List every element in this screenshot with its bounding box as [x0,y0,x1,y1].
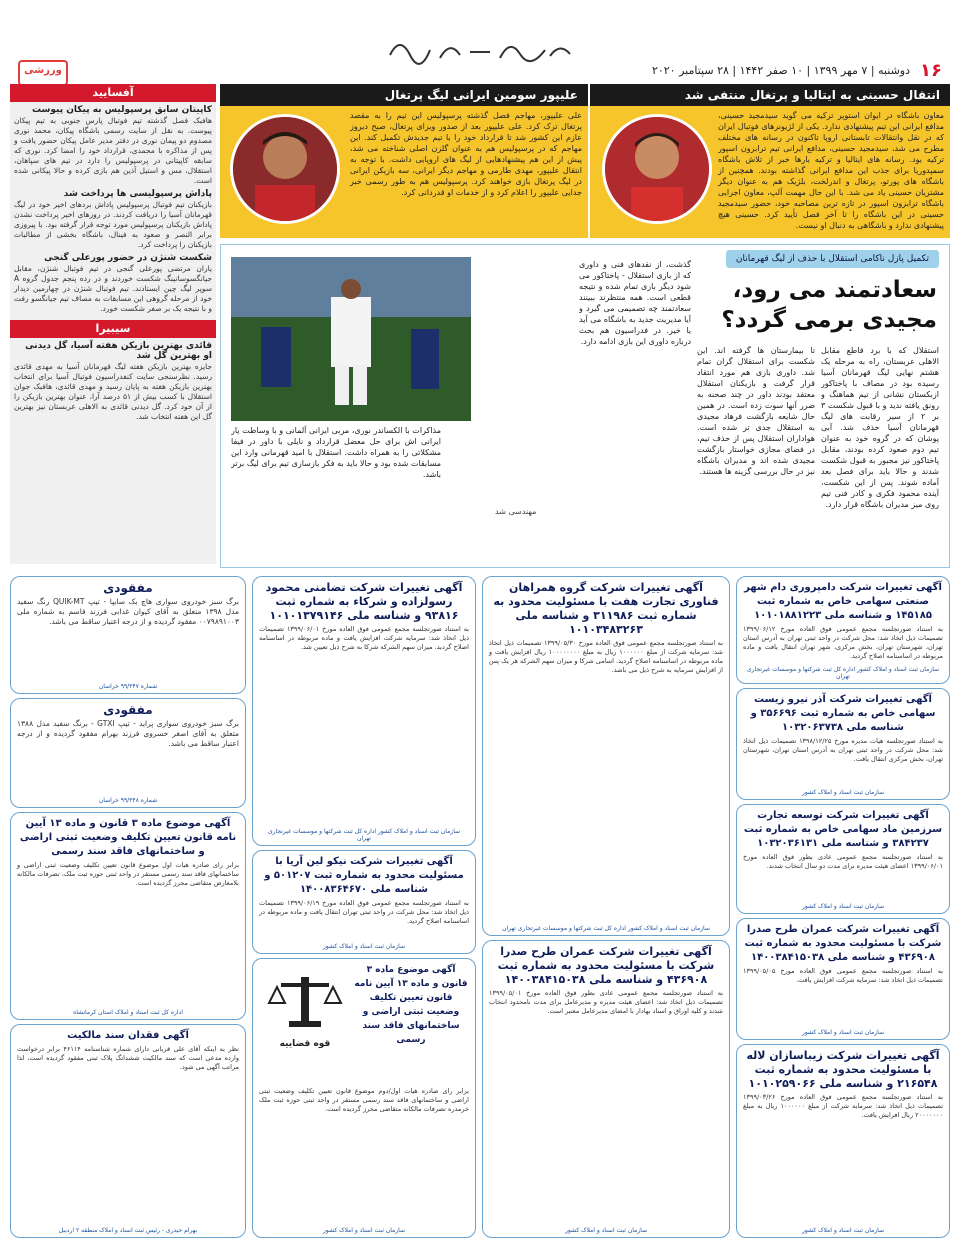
ad-footer: سازمان ثبت اسناد و املاک کشور [801,1227,885,1234]
sidebar-item-text: بازیکنان تیم فوتبال پرسپولیس پاداش بردهای اخیر خود در لیگ قهرمانان آسیا را دریافت کردند. در روزهای اخیر پرداخت نشدن پاداش بازیکنان پرسپولیس مورد توجه قرار گرفته بود. با پیروزی برابر النصر و صعود به فینال، باشگاه بخشی از مطالبات بازیکنان را پرداخت کرد. [14,200,212,249]
sidebar-section-title: سیبیرا [10,320,216,338]
feature-headline: سعادتمند می رود، مجیدی برمی گردد؟ [721,277,937,333]
ad-title: مفقودی [103,703,153,717]
seal-text: قوه قضاییه [279,1039,331,1049]
ad-body: به استناد صورتجلسه مجمع عمومی فوق العاده مورخ ۱۳۹۹/۰۵/۳۰ تصمیمات ذیل اتخاذ شد: سرمایه شرکت از مبلغ ۱۰۰۰۰۰۰ ریال به مبلغ ۱۰۰۰۰۰۰۰۰ ریال افزایش یافت و ماده مربوطه در اساسنامه اصلاح گردید. اسامی شرکا و میزان سهم الشرکه هر یک پس از افزایش سرمایه به شرح ذیل می باشد. [489,639,723,674]
ad-body: برگ سبز خودروی سواری پراید - تیپ GTXI - برنگ سفید مدل ۱۳۸۸ متعلق به آقای اصغر خسروی فرزند بهرام مفقود گردیده و از درجه اعتبار ساقط می باشد. [17,719,239,748]
ad-footer: سازمان ثبت اسناد و املاک کشور اداره کل ثبت شرکتها و موسسات غیرتجاری تهران [502,925,710,932]
ad-footer: سازمان ثبت اسناد و املاک کشور [322,1227,406,1234]
ad-body: به استناد صورتجلسه مجمع عمومی عادی بطور فوق العاده مورخ ۱۳۹۹/۰۶/۰۱ اعضای هیئت مدیره برای مدت دو سال انتخاب شدند. [743,853,943,870]
feature-column: گذشت، از نقدهای فنی و داوری که از بازی استقلال - پاختاکور می شود دیگر بازی تمام شده و نتیجه قطعی است. همه منتظرند ببینند سعادتمند چه تصمیمی می گیرد و آیا مدیریت جدید به باشگاه می آید یا خیر. در فدراسیون هم بحث درباره داوری این بازی ادامه دارد. [579,260,691,346]
ad-title: آگهی تغییرات شرکت دامپروری دام شهر صنعتی سهامی خاص به شماره ثبت ۱۴۵۱۸۵ و شناسه ملی ۱۰۱۰۱۸۸۱۲۲۳ [744,582,942,621]
top-story-right-title: انتقال حسینی به ایتالیا و پرتغال منتفی شد [590,84,950,106]
page-header [0,0,960,86]
ad-title: آگهی تغییرات شرکت عمران طرح صدرا شرکت با مسئولیت محدود به شماره ثبت ۴۳۶۹۰۸ و شناسه ملی ۱۴۰۰۳۸۴۱۵۰۳۸ [744,924,942,963]
ad-box [736,688,950,800]
sidebar [10,84,216,564]
ad-title: آگهی موضوع ماده ۳ قانون و ماده ۱۳ آیین نامه قانون تعیین تکلیف وضعیت ثبتی اراضی و ساختمانهای فاقد سند رسمی [354,965,468,1045]
ad-box [482,940,730,1238]
top-story-right [590,84,950,238]
ad-footer: شماره ۹۹/۳۴۷ خراسان [98,683,158,690]
section-logo: ورزشی [18,60,68,86]
ad-title: آگهی موضوع ماده ۳ قانون و ماده ۱۳ آیین نامه قانون تعیین تکلیف وضعیت ثبتی اراضی و ساختمانهای فاقد سند رسمی [19,818,237,857]
ad-footer: سازمان ثبت اسناد و املاک کشور [801,1029,885,1036]
feature-column: مذاکرات با الکساندر نوری، مربی ایرانی آلمانی و با وساطت یار ایرانی اش برای حل معضل قرارداد و نایلی با داور در فیفا مشکلاتی را به همراه داشت. استقلال با امید قهرمانی وارد این مسابقات شده بود و حالا باید به فکر بازسازی تیم برای لیگ برتر باشد. [231,426,441,479]
ad-box [736,804,950,914]
ad-body: نظر به اینکه آقای علی قربانی دارای شماره شناسنامه ۴۶۱۱۴ برابر درخواست وارده مدعی است که سند مالکیت ششدانگ پلاک ثبتی مفقود گردیده است، لذا مراتب آگهی می شود. [17,1045,239,1071]
ad-title: آگهی تغییرات شرکت عمران طرح صدرا شرکت با مسئولیت محدود به شماره ثبت ۴۳۶۹۰۸ و شناسه ملی ۱۴۰۰۳۸۴۱۵۰۳۸ [497,945,715,986]
sidebar-item-title: قائدی بهترین بازیکن هفته آسیا، گل دیدنی او بهترین گل شد [25,341,212,361]
top-story-left-body: علی علیپور، مهاجم فصل گذشته پرسپولیس این تیم را به مقصد پرتغال ترک کرد. علی علیپور بعد از صدور ویزای پرتغال، صبح دیروز عازم این کشور شد تا قرارداد خود را با تیم جدیدش تکمیل کند. این مهاجم که در پرسپولیس هم به عنوان گلزن اصلی شناخته می شد، پیش از این هم پیشنهادهایی از لیگ های اروپایی داشت. با توجه به انتقال علیپور، مهدی طارمی و مهاجم دیگر ایرانی، سه بازیکن ایرانی در لیگ پرتغال بازی خواهند کرد. پرسپولیس هم به طور رسمی خبر جدایی علیپور را اعلام کرد و از خدمات او قدردانی کرد. [350,111,582,197]
sidebar-item-text: یاران مرتضی پورعلی گنجی در تیم فوتبال شنژن، مقابل جیانگسوسانینگ شکست خوردند و در رده پنجم جدول گروه A سوپر لیگ چین ایستادند. تیم فوتبال شنژن در چهارمین دیدار خود از مرحله گروهی این مسابقات به مصاف تیم جیانگسو رفت و با نتیجه یک بر صفر شکست خورد. [14,264,212,313]
ad-box [736,918,950,1040]
sidebar-item-text: هافبک فصل گذشته تیم فوتبال پارس جنوبی به تیم پیکان پیوست. به نقل از سایت رسمی باشگاه پیکان، محمد نوری مصدوم دو پیمان نوری در دفتر مدیر عامل پیکان حضور یافت و پس از مذاکره با محمدی، قرارداد خود را امضا کرد. نوری که سابقه کاپیتانی در پرسپولیس را دارد در تیم های سپاهان، استقلال، مس و استیل آذین هم بازی کرده و حالا پیکانی شده است. [14,116,212,185]
feature-kicker: تکمیل پازل ناکامی استقلال با حذف از لیگ قهرمانان [726,250,939,268]
sidebar-item-title: شکست شنژن در حضور پورعلی گنجی [44,253,212,263]
ad-body: برابر رای صادره هیات اول موضوع قانون تعیین تکلیف وضعیت ثبتی اراضی و ساختمانهای فاقد سند رسمی مستقر در واحد ثبتی حوزه ثبت ملک، تصرفات مالکانه بلامعارض متقاضی محرز گردیده است. [17,861,239,887]
ad-body: برگ سبز خودروی سواری هاچ بک سایپا - تیپ QUIK-MT رنگ سفید مدل ۱۳۹۸ متعلق به آقای کیوان غدابی فرزند قاسم به شماره ملی ۰۰۷۹۸۹۱۰۰۳ مفقود گردیده و از درجه اعتبار ساقط می باشد. [17,597,239,626]
sidebar-section-title: آفسایید [10,84,216,102]
ad-box [10,1024,246,1238]
handwriting-decoration [380,30,580,70]
ad-footer: سازمان ثبت اسناد و املاک کشور اداره کل ثبت شرکتها و موسسات غیرتجاری تهران [267,828,461,842]
top-story-left-title: علیپور سومین ایرانی لیگ پرتغال [220,84,588,106]
ad-box [736,576,950,684]
top-story-left [220,84,588,238]
ad-footer: شماره ۹۹/۳۴۸ خراسان [98,797,158,804]
feature-column: استقلال که با برد قاطع مقابل الاهلی عربستان، راه به مرحله یک هشتم نهایی لیگ قهرمانان آسیا رسیده بود در مصاف با پاختاکور ازبکستان نشانی از تیم هماهنگ و رونق یافته ندید و با قبول شکست ۳ بر ۲ از سیر رقابت های لیگ قهرمانان آسیا حذف شد. آبی پوشان که در گروه خود به عنوان تیم دوم صعود کرده بودند، مقابل پاختاکور نیز مجبور به قبول شکست شدند و حالا باید برای فصل بعد آماده شوند. پس از این شکست، آینده محمود فکری و کادر فنی تیم روی میز مدیران باشگاه قرار دارد. [821,346,939,509]
ad-title: آگهی تغییرات شرکت گروه همراهان فناوری تجارت هفت با مسئولیت محدود به شماره ثبت ۳۱۱۹۸۶ و شناسه ملی ۱۰۱۰۳۴۸۳۲۶۳ [493,581,719,636]
ad-box [252,850,476,954]
sidebar-item-title: پاداش پرسپولیسی ها پرداخت شد [63,189,212,199]
ad-title: آگهی تغییرات شرکت آذر نیرو زیست سهامی خاص به شماره ثبت ۳۵۶۶۹۶ و شناسه ملی ۱۰۳۲۰۶۳۷۳۸ [750,694,936,733]
ad-footer: سازمان ثبت اسناد و املاک کشور [322,943,406,950]
ad-box [252,576,476,846]
ad-footer: سازمان ثبت اسناد و املاک کشور [801,789,885,796]
ad-body: به استناد صورتجلسه مجمع عمومی فوق العاده مورخ ۱۳۹۹/۰۵/۰۵ تصمیمات ذیل اتخاذ شد: سرمایه شرکت افزایش یافت. [743,967,943,984]
ad-footer: سازمان ثبت اسناد و املاک کشور [564,1227,648,1234]
ad-body: به استناد صورتجلسه مجمع عمومی فوق العاده مورخ ۱۳۹۹/۰۶/۰۱ تصمیمات ذیل اتخاذ شد: سرمایه شرکت افزایش یافت و ماده مربوطه در اساسنامه اصلاح گردید. میزان سهم الشرکه شرکا به شرح ذیل تعیین شد. [259,625,469,651]
ad-footer: سازمان ثبت اسناد و املاک کشور [801,903,885,910]
sidebar-item-title: کاپیتان سابق پرسپولیس به پیکان پیوست [32,105,212,115]
ad-box [10,812,246,1020]
ad-body: به استناد صورتجلسه مجمع عمومی فوق العاده مورخ ۱۳۹۹/۰۶/۱۲ تصمیمات ذیل اتخاذ شد: محل شرکت در واحد ثبتی تهران به آدرس استان تهران، شهرستان تهران، بخش مرکزی، شهر تهران انتقال یافت و ماده مربوطه در اساسنامه اصلاح گردید. [743,625,943,660]
ad-box [10,698,246,808]
ad-footer: سازمان ثبت اسناد و املاک کشور اداره کل ثبت شرکتها و موسسات غیرتجاری تهران [746,666,940,680]
top-story-right-body: معاون باشگاه در ایوان استوپر ترکیه می گوید سیدمجید حسینی، مدافع ایرانی این تیم پیشنهادی ندارد. یکی از لژیونرهای فوتبال ایران که در نقل وانتقالات تابستانی اروپا تاکنون در رسانه های مختلف مطرح می شد، سیدمجید حسینی، مدافع ایرانی تیم ترابزون اسپور ترکیه بود. رسانه های ایتالیا و ترکیه بارها خبر از تلاش باشگاه سمپدوریا برای جذب این مدافع ایرانی گذاشته بودند. همچنین از باشگاه های پورتو، پرتغال و اندرلخت، بلژیک هم به عنوان دیگر مشتریان حسینی یاد می شد. با این حال مهمت آلپ، معاون اجرایی باشگاه ترابزون اسپور در تازه ترین مصاحبه خود، حضور سیدمجید حسینی در این باشگاه را تا آخر فصل تأیید کرد. حسینی هیچ پیشنهادی ندارد و باشگاهی به دنبال او نیست. [718,111,944,230]
ad-title: آگهی فقدان سند مالکیت [67,1030,189,1041]
ad-box [10,576,246,694]
ad-title: آگهی تغییرات شرکت توسعه تجارت سرزمین ماد سهامی خاص به شماره ثبت ۳۸۴۲۳۷ و شناسه ملی ۱۰۳۲۰۳۶۱۳۱ [743,810,943,849]
ad-footer: اداره کل ثبت اسناد و املاک استان کرمانشاه [73,1009,183,1016]
ad-title: آگهی تغییرات شرکت نیکو لین آریا با مسئولیت محدود به شماره ثبت ۵۰۱۲۰۷ و شناسه ملی ۱۴۰۰۸۳۶۴۶۷۰ [264,856,464,895]
ad-box [482,576,730,936]
ad-footer: بهرام حیدری - رئیس ثبت اسناد و املاک منطقه ۲ اردبیل [58,1227,198,1234]
sidebar-item-text: جایزه بهترین بازیکن هفته لیگ قهرمانان آسیا به مهدی قائدی رسید. نظرسنجی سایت کنفدراسیون فوتبال آسیا برای انتخاب بهترین بازیکن هفته به پایان رسید و مهدی قائدی، هافبک جوان استقلال با کسب بیش از ۵۱ درصد آرا، عنوان بهترین بازیکن را از آن خود کرد. گل دیدنی قائدی به الاهلی عربستان نیز بهترین گل این هفته انتخاب شد. [14,362,212,421]
feature-signature: مهندسی شد [495,507,537,516]
ad-body: به استناد صورتجلسه مجمع عمومی عادی بطور فوق العاده مورخ ۱۳۹۹/۰۵/۰۱ تصمیمات ذیل اتخاذ شد: اعضای هیئت مدیره و مدیرعامل برای مدت نامحدود انتخاب شدند و کلیه اوراق و اسناد بهادار با امضای مدیرعامل معتبر است. [489,989,723,1015]
ad-box [736,1044,950,1238]
ad-box [252,958,476,1238]
ad-body: به استناد صورتجلسه مجمع عمومی فوق العاده مورخ ۱۳۹۹/۰۳/۲۶ تصمیمات ذیل اتخاذ شد: سرمایه شرکت از مبلغ ۱۰۰۰۰۰۰ ریال به مبلغ ۲۰۰۰۰۰۰۰ ریال افزایش یافت. [743,1093,943,1119]
ad-body: به استناد صورتجلسه هیات مدیره مورخ ۱۳۹۸/۱۲/۲۵ تصمیمات ذیل اتخاذ شد: محل شرکت در واحد ثبتی تهران به آدرس استان تهران، شهرستان تهران، بخش مرکزی انتقال یافت. [743,737,943,763]
date-line: دوشنبه | ۷ مهر ۱۳۹۹ | ۱۰ صفر ۱۴۴۲ | ۲۸ سپتامبر ۲۰۲۰ [651,64,910,77]
feature-article [220,244,950,568]
ad-body: به استناد صورتجلسه مجمع عمومی فوق العاده مورخ ۱۳۹۹/۰۶/۱۹ تصمیمات ذیل اتخاذ شد: محل شرکت در واحد ثبتی تهران انتقال یافت و ماده مربوطه در اساسنامه اصلاح گردید. [259,899,469,925]
player-portrait [230,114,340,224]
match-photo [231,257,471,421]
ad-title: مفقودی [103,581,153,595]
ad-title: آگهی تغییرات شرکت زیباسازان لاله با مسئولیت محدود به شماره ثبت ۲۱۶۵۴۸ و شناسه ملی ۱۰۱۰۲۵۹۰۶۶ [746,1049,940,1090]
ad-body: برابر رای صادره هیات اول/دوم موضوع قانون تعیین تکلیف وضعیت ثبتی اراضی و ساختمانهای فاقد سند رسمی مستقر در واحد ثبتی حوزه ثبت ملک خرمدره تصرفات مالکانه متقاضی محرز گردیده است. [259,1087,469,1113]
page-number: ۱۶ [920,60,942,81]
ad-title: آگهی تغییرات شرکت تضامنی محمود رسولزاده و شرکاء به شماره ثبت ۹۳۸۱۶ و شناسه ملی ۱۰۱۰۱۳۷۹۱۴۶ [265,581,463,622]
player-portrait [602,114,712,224]
judiciary-seal-icon [265,969,345,1039]
feature-column: تا بیمارستان ها گرفته اند. این شکست برای استقلال گران تمام شد. داوری بازی هم مورد انتقاد قرار گرفت و بازیکنان استقلال معتقد بودند داور در چند صحنه به ضرر آنها سوت زده است. در همین حال شایعه بازگشت فرهاد مجیدی به استقلال جدی تر شده است. هواداران استقلال پس از حذف تیم، در فضای مجازی خواستار بازگشت مجیدی شده اند و مدیران باشگاه نیز در حال بررسی گزینه ها هستند. [697,346,815,476]
